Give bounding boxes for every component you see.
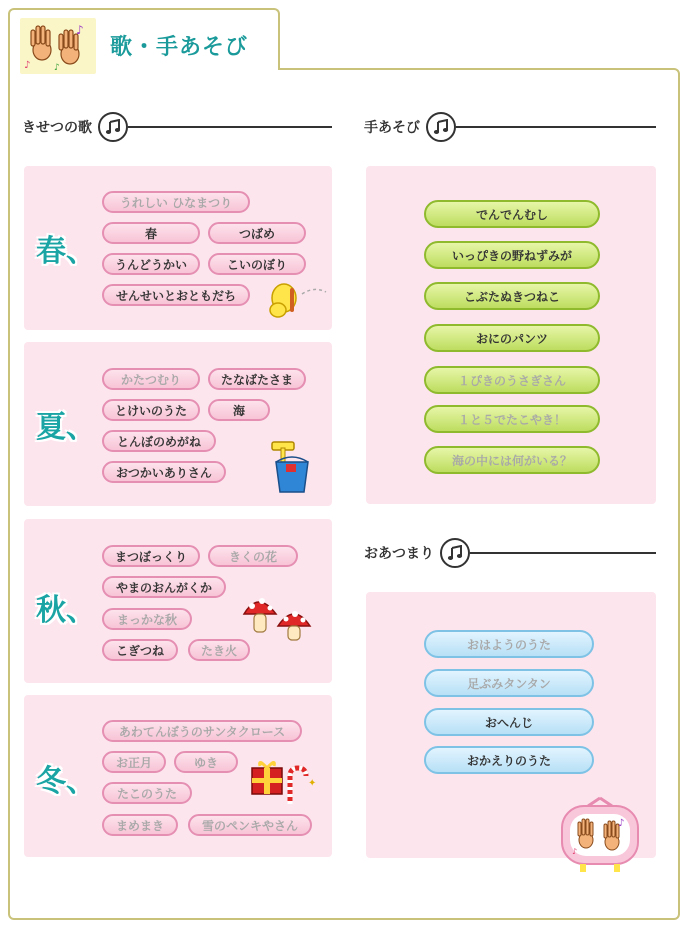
teasobi-label: こぶたぬきつねこ	[463, 289, 560, 304]
oatsumari-button[interactable]	[424, 708, 594, 736]
butterfly-icon	[264, 280, 330, 324]
song-button[interactable]	[102, 608, 192, 630]
song-label: まっかな秋	[116, 612, 177, 627]
teasobi-label: １ぴきのうさぎさん	[457, 373, 566, 388]
season-label-spring: 春、	[36, 234, 96, 269]
svg-text:♪: ♪	[76, 23, 84, 37]
section-title: きせつの歌	[22, 120, 92, 136]
song-label: まめまき	[115, 818, 164, 833]
song-label: うんどうかい	[114, 257, 187, 272]
music-note-icon	[426, 112, 456, 142]
section-teasobi-header	[364, 112, 656, 142]
oatsumari-label: 足ぶみタンタン	[467, 676, 551, 691]
song-button[interactable]	[208, 545, 298, 567]
teasobi-button[interactable]	[424, 241, 600, 269]
song-label: うれしい ひなまつり	[119, 195, 233, 210]
hands-icon	[20, 18, 96, 74]
song-label: こぎつね	[115, 643, 164, 658]
song-label: 雪のペンキやさん	[201, 818, 298, 833]
song-button[interactable]	[102, 191, 250, 213]
oatsumari-label: おはようのうた	[466, 637, 551, 652]
svg-text:♪: ♪	[572, 847, 578, 856]
teasobi-button[interactable]	[424, 282, 600, 310]
song-label: たなばたさま	[220, 372, 293, 387]
song-button[interactable]	[208, 253, 306, 275]
teasobi-label: でんでんむし	[475, 207, 548, 222]
song-label: 海	[232, 403, 245, 418]
oatsumari-button[interactable]	[424, 746, 594, 774]
teasobi-label: いっぴきの野ねずみが	[451, 248, 572, 263]
oatsumari-button[interactable]	[424, 630, 594, 658]
section-oatsumari-header	[364, 538, 656, 568]
svg-text:♪: ♪	[24, 60, 31, 71]
song-button[interactable]	[102, 751, 166, 773]
song-label: とんぼのめがね	[116, 434, 201, 449]
section-songs-header	[22, 112, 332, 142]
svg-text:♪: ♪	[618, 818, 625, 829]
gift-candy-icon	[248, 758, 318, 810]
season-label-autumn: 秋、	[36, 593, 96, 628]
teasobi-label: 海の中には何がいる？	[451, 453, 572, 468]
song-button[interactable]	[188, 814, 312, 836]
song-button[interactable]	[102, 399, 200, 421]
song-label: せんせいとおともだち	[115, 288, 236, 303]
teasobi-button[interactable]	[424, 366, 600, 394]
song-button[interactable]	[102, 253, 200, 275]
music-note-icon	[440, 538, 470, 568]
song-label: おつかいありさん	[116, 465, 212, 480]
song-label: きくの花	[228, 549, 277, 564]
oatsumari-label: おかえりのうた	[466, 753, 551, 768]
page-title: 歌・手あそび	[110, 35, 249, 60]
song-button[interactable]	[102, 782, 192, 804]
svg-text:♪: ♪	[54, 63, 60, 73]
season-label-winter: 冬、	[36, 764, 96, 799]
song-button[interactable]	[102, 720, 302, 742]
teasobi-label: １と５でたこやき！	[457, 412, 566, 427]
music-note-icon	[98, 112, 128, 142]
song-button[interactable]	[102, 814, 178, 836]
song-label: つばめ	[238, 226, 275, 241]
song-label: ゆき	[193, 755, 218, 770]
song-label: 春	[144, 226, 157, 241]
song-label: こいのぼり	[226, 257, 287, 272]
song-button[interactable]	[208, 222, 306, 244]
song-button[interactable]	[102, 284, 250, 306]
song-button[interactable]	[102, 368, 200, 390]
song-label: かたつむり	[120, 372, 181, 387]
section-title: 手あそび	[364, 120, 420, 136]
song-label: あわてんぼうのサンタクロース	[118, 724, 286, 739]
song-button[interactable]	[208, 399, 270, 421]
song-button[interactable]	[102, 222, 200, 244]
hands-tv-icon	[558, 796, 642, 880]
song-button[interactable]	[208, 368, 306, 390]
oatsumari-label: おへんじ	[484, 715, 533, 730]
teasobi-button[interactable]	[424, 200, 600, 228]
song-button[interactable]	[102, 639, 178, 661]
song-label: とけいのうた	[114, 403, 187, 418]
teasobi-button[interactable]	[424, 324, 600, 352]
song-label: まつぼっくり	[114, 549, 187, 564]
mushroom-icon	[240, 592, 316, 648]
song-label: たき火	[200, 643, 237, 658]
song-button[interactable]	[102, 545, 200, 567]
song-label: やまのおんがくか	[115, 580, 212, 595]
svg-text:✦: ✦	[308, 778, 317, 789]
song-label: たこのうた	[116, 786, 177, 801]
teasobi-button[interactable]	[424, 446, 600, 474]
bucket-icon	[264, 438, 314, 500]
song-button[interactable]	[174, 751, 238, 773]
song-label: お正月	[115, 755, 152, 770]
season-label-summer: 夏、	[36, 410, 96, 445]
song-button[interactable]	[102, 430, 216, 452]
teasobi-button[interactable]	[424, 405, 600, 433]
teasobi-label: おにのパンツ	[475, 331, 548, 346]
oatsumari-button[interactable]	[424, 669, 594, 697]
section-title: おあつまり	[364, 546, 434, 562]
song-button[interactable]	[102, 576, 226, 598]
song-button[interactable]	[102, 461, 226, 483]
